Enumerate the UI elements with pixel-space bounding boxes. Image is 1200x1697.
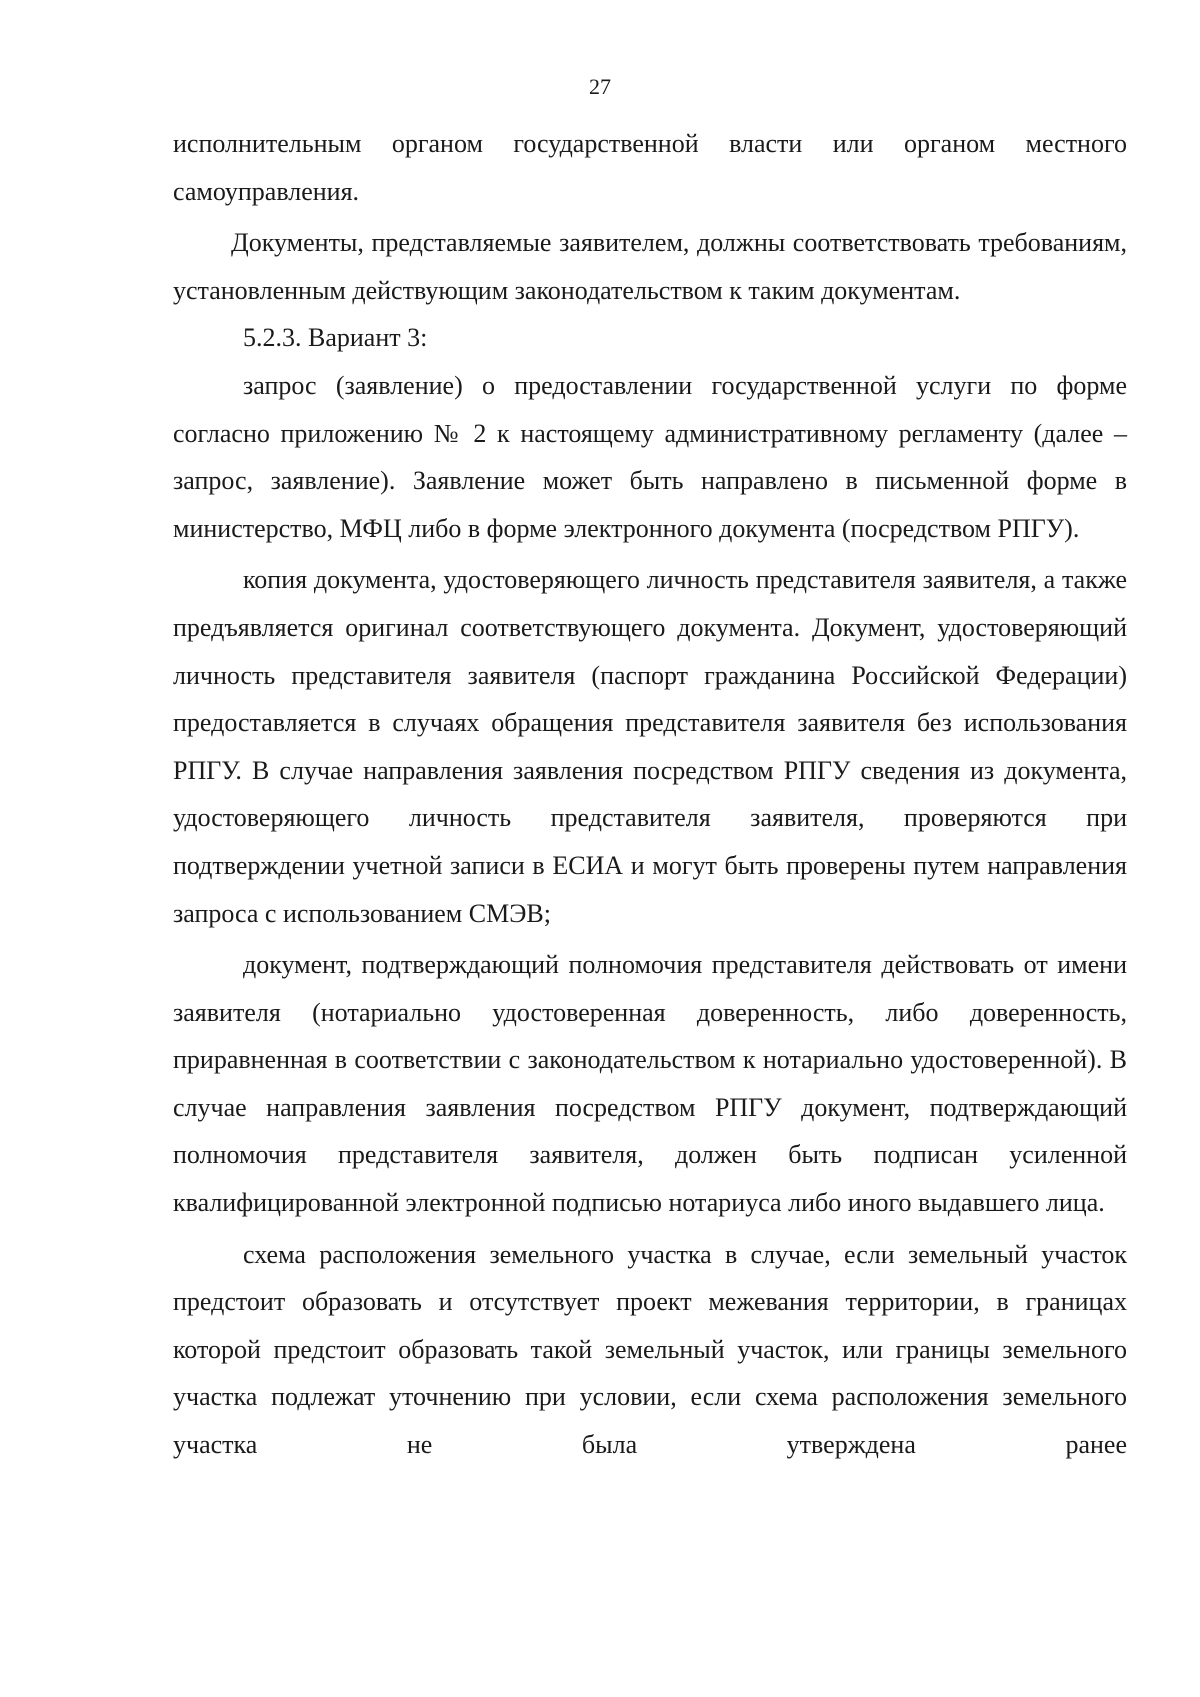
section-heading-variant-3: 5.2.3. Вариант 3: <box>243 323 428 353</box>
document-body <box>173 120 1127 1469</box>
paragraph-land-plot-scheme: схема расположения земельного участка в случае, если земельный участок предстоит образовать и отсутствует проект межевания территории, в границах которой предстоит образовать такой земельный участок, или границы земельного участка подлежат уточнению при условии, если схема расположения земельного участка не была утверждена ранее <box>173 1239 1127 1460</box>
paragraph-identity-document-copy: копия документа, удостоверяющего личность представителя заявителя, а также предъявляется оригинал соответствующего документа. Документ, удостоверяющий личность представителя заявителя (паспорт гражданина Российской Федерации) предоставляется в случаях обращения представителя заявителя без использования РПГУ. В случае направления заявления посредством РПГУ сведения из документа, удостоверяющего личность представителя заявителя, проверяются при подтверждении учетной записи в ЕСИА и могут быть проверены путем направления запроса с использованием СМЭВ; <box>173 565 1127 928</box>
page-number: 27 <box>589 74 611 99</box>
paragraph-request-application: запрос (заявление) о предоставлении государственной услуги по форме согласно приложению № 2 к настоящему административному регламенту (далее – запрос, заявление). Заявление может быть направлено в письменной форме в министерство, МФЦ либо в форме электронного документа (посредством РПГУ). <box>173 370 1127 543</box>
paragraph-authority-continuation: исполнительным органом государственной власти или органом местного самоуправления. <box>173 129 1127 206</box>
paragraph-document-requirements: Документы, представляемые заявителем, должны соответствовать требованиям, установленным действующим законодательством к таким документам. <box>173 228 1127 305</box>
paragraph-power-of-attorney: документ, подтверждающий полномочия представителя действовать от имени заявителя (нотариально удостоверенная доверенность, либо доверенность, приравненная в соответствии с законодательством к нотариально удостоверенной). В случае направления заявления посредством РПГУ документ, подтверждающий полномочия представителя заявителя, должен быть подписан усиленной квалифицированной электронной подписью нотариуса либо иного выдавшего лица. <box>173 950 1127 1218</box>
